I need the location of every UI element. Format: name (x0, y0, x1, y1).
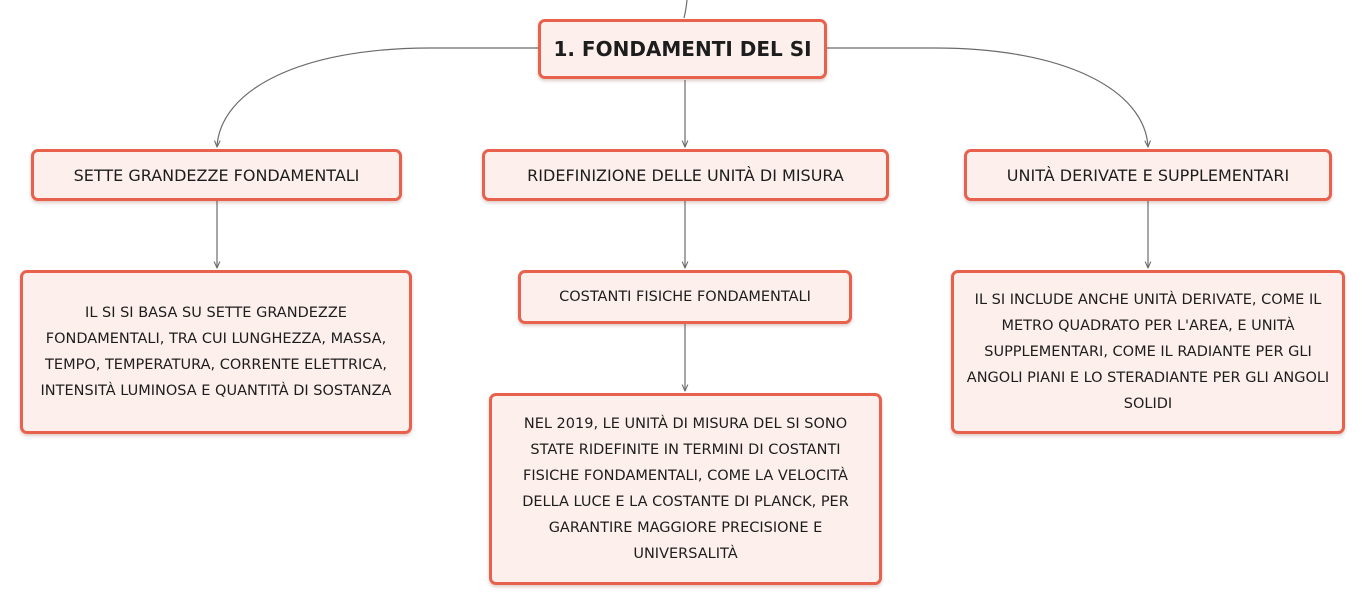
connector-parent-to-root (684, 0, 687, 18)
root-node-label: 1. FONDAMENTI DEL SI (553, 37, 812, 61)
leaf-node-sette-grandezze[interactable] (20, 270, 412, 434)
leaf-node-ridefinizione[interactable] (489, 393, 882, 585)
connector-root-to-branch-3 (827, 48, 1148, 147)
branch-node-label: RIDEFINIZIONE DELLE UNITÀ DI MISURA (527, 165, 844, 185)
branch-node-sette-grandezze[interactable] (31, 149, 402, 201)
leaf-node-text: IL SI INCLUDE ANCHE UNITÀ DERIVATE, COME IL METRO QUADRATO PER L'AREA, E UNITÀ SUPPLEMENTARI, COME IL RADIANTE PER GLI ANGOLI PIANI E LO STERADIANTE PER GLI ANGOLI SOLIDI (966, 292, 1330, 412)
branch-node-ridefinizione[interactable] (482, 149, 889, 201)
connector-root-to-branch-1 (217, 48, 538, 147)
branch-node-unita-derivate[interactable] (964, 149, 1332, 201)
branch-node-label: SETTE GRANDEZZE FONDAMENTALI (73, 165, 360, 185)
leaf-node-text: NEL 2019, LE UNITÀ DI MISURA DEL SI SONO STATE RIDEFINITE IN TERMINI DI COSTANTI FISICHE FONDAMENTALI, COME LA VELOCITÀ DELLA LUCE E LA COSTANTE DI PLANCK, PER GARANTIRE MAGGIORE PRECISIONE E UNIVERSALITÀ (522, 416, 849, 562)
sub-node-label: COSTANTI FISICHE FONDAMENTALI (559, 289, 811, 305)
sub-node-costanti-fisiche[interactable] (518, 270, 852, 324)
leaf-node-text: IL SI SI BASA SU SETTE GRANDEZZE FONDAMENTALI, TRA CUI LUNGHEZZA, MASSA, TEMPO, TEMPERATURA, CORRENTE ELETTRICA, INTENSITÀ LUMINOSA E QUANTITÀ DI SOSTANZA (40, 305, 392, 399)
leaf-node-unita-derivate[interactable] (951, 270, 1345, 434)
branch-node-label: UNITÀ DERIVATE E SUPPLEMENTARI (1006, 165, 1290, 185)
root-node[interactable] (538, 19, 827, 79)
